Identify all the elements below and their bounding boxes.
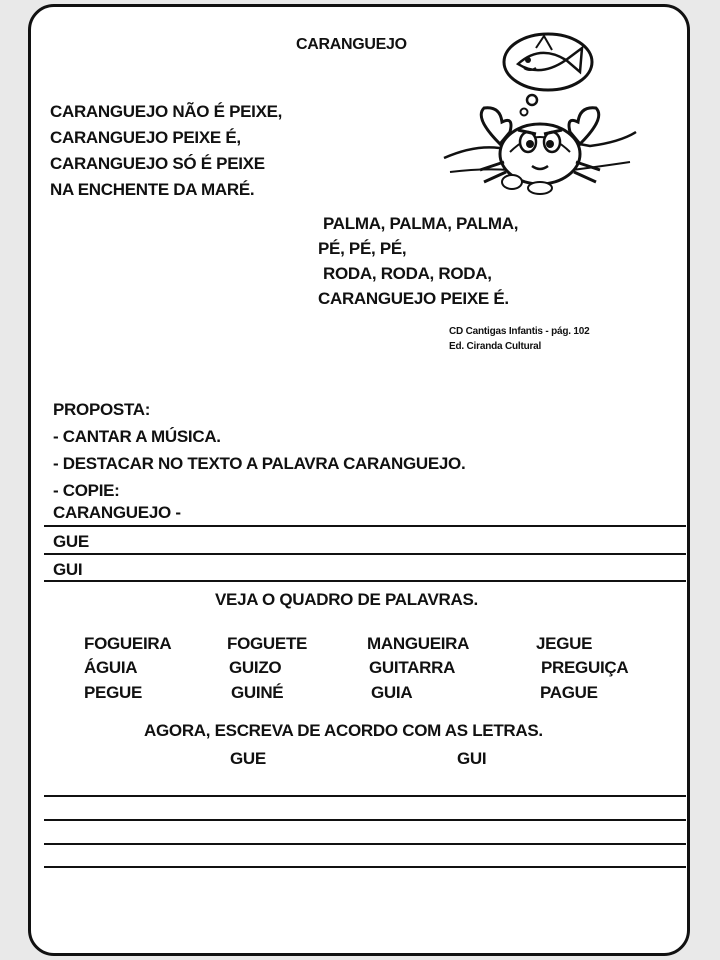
chorus-line: CARANGUEJO PEIXE É. <box>318 289 509 308</box>
poem-line: NA ENCHENTE DA MARÉ. <box>50 180 255 199</box>
copy-label-gue: GUE <box>53 532 89 551</box>
proposal-item: - COPIE: <box>53 481 120 500</box>
credit-line: Ed. Ciranda Cultural <box>449 341 542 352</box>
copy-label-caranguejo: CARANGUEJO - <box>53 503 181 522</box>
poem-stanza <box>50 99 282 203</box>
word-item: GUIA <box>371 683 413 702</box>
proposal-item: - DESTACAR NO TEXTO A PALAVRA CARANGUEJO. <box>53 454 466 473</box>
writing-line <box>44 795 686 797</box>
credit-line: CD Cantigas Infantis - pág. 102 <box>449 326 590 337</box>
proposal-item: - CANTAR A MÚSICA. <box>53 427 221 446</box>
word-item: GUITARRA <box>369 658 456 677</box>
page-title: CARANGUEJO <box>296 36 407 53</box>
crab-dreaming-of-fish-icon <box>440 22 640 202</box>
writing-line <box>44 553 686 555</box>
column-header-gui: GUI <box>457 749 487 768</box>
word-item: MANGUEIRA <box>367 634 470 653</box>
word-item: PEGUE <box>84 683 143 702</box>
chorus-line: RODA, RODA, RODA, <box>323 264 492 283</box>
column-header-gue: GUE <box>230 749 266 768</box>
proposal-section <box>53 396 465 504</box>
word-box-title: VEJA O QUADRO DE PALAVRAS. <box>215 590 478 609</box>
word-item: JEGUE <box>536 634 593 653</box>
chorus-line: PÉ, PÉ, PÉ, <box>318 239 407 258</box>
writing-line <box>44 866 686 868</box>
word-item: PAGUE <box>540 683 598 702</box>
instruction-text: AGORA, ESCREVA DE ACORDO COM AS LETRAS. <box>144 721 543 740</box>
word-item: FOGUETE <box>227 634 308 653</box>
poem-line: CARANGUEJO NÃO É PEIXE, <box>50 102 283 121</box>
word-item: GUINÉ <box>231 683 284 702</box>
word-item: GUIZO <box>229 658 282 677</box>
chorus-stanza <box>318 211 518 311</box>
writing-line <box>44 525 686 527</box>
poem-line: CARANGUEJO SÓ É PEIXE <box>50 154 265 173</box>
writing-line <box>44 580 686 582</box>
word-item: ÁGUIA <box>84 658 138 677</box>
word-item: FOGUEIRA <box>84 634 172 653</box>
poem-line: CARANGUEJO PEIXE É, <box>50 128 241 147</box>
writing-line <box>44 843 686 845</box>
writing-line <box>44 819 686 821</box>
word-item: PREGUIÇA <box>541 658 629 677</box>
proposal-heading: PROPOSTA: <box>53 400 151 419</box>
chorus-line: PALMA, PALMA, PALMA, <box>323 214 519 233</box>
source-credit <box>449 324 590 354</box>
copy-label-gui: GUI <box>53 560 83 579</box>
